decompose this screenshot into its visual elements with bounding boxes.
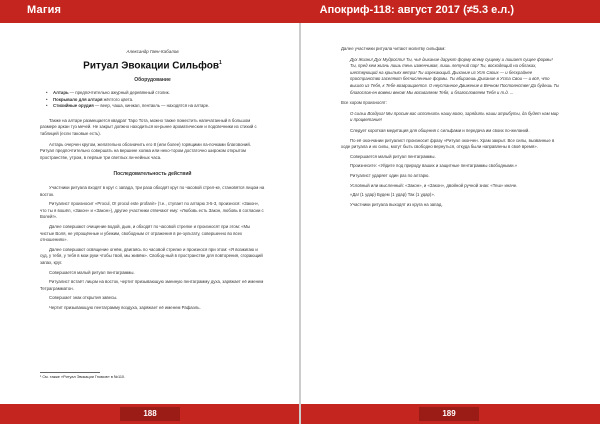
right-page: [301, 23, 600, 424]
paragraph: Далее участники ритуала читают молитву сильфам:: [341, 46, 446, 51]
paragraph: «Да! (1 удар) Будем (1 удар) Так (1 удар)».: [350, 192, 435, 198]
item-term: Стихийные орудия: [53, 103, 94, 109]
item-text: — веер, чаша, кинжал, пентакль — находятся на алтаре.: [93, 103, 210, 109]
item-term: Покрывало для алтаря: [53, 96, 103, 102]
paragraph: Ритуалист ударяет один раз по алтарю.: [350, 172, 430, 178]
page-number: 188: [120, 407, 180, 421]
list-item: [46, 90, 265, 97]
paragraph: Участники ритуала выходят из круга на запад.: [350, 201, 443, 207]
equipment-list: [46, 90, 265, 110]
page-number: 189: [419, 407, 479, 421]
paragraph: По её окончании ритуалист произносит фразу «Ритуал окончен. Храм закрыт. Все силы, вызванные в ходе ритуала и их силы, могут быть свободно вернуться, откуда были направлены в своё время».: [341, 137, 555, 150]
paragraph: Алтарь очерчен кругом, желательно обозначить его 8 (или более) горящими ла-почками благовоний. Ритуал предпочтительно совершать на вершине холма или неко-тором достаточно широком открытом пространстве, утром, в первые три светлых ли-нейных часа.: [40, 141, 251, 160]
paragraph: Ритуалист произносит «Procul, O! procul este profani!» (т.е., ступает по алтарю 3-5-3, произнося: «Закон», что ты я вошёл, «Закон» и «Закон»), другие участники отвечают ему: «Любовь есть Закон, любовь в согласии с Волей!».: [40, 201, 264, 220]
footnote-text: ¹ См. также «Ритуал Эвокации Гномов» в №110.: [40, 375, 126, 379]
author: Александр Гвен-Кабалов: [126, 49, 179, 54]
actions-heading: Последовательность действий: [113, 171, 192, 178]
paragraph: Совершается малый ритуал пентаграммы.: [350, 153, 436, 159]
item-text: жёлтого цвета.: [102, 96, 134, 102]
article-title: [40, 60, 265, 70]
paragraph: Все хором произносят:: [341, 100, 387, 106]
equipment-heading: Оборудование: [134, 76, 171, 83]
paragraph: Участники ритуала входят в круг с запада, три раза обходят круг по часовой стрел-ке, становятся лицом на восток.: [40, 185, 265, 197]
paragraph: Совершает знак открытия завесы.: [49, 295, 118, 301]
chorus-text: О сильи Воздуха! Мы просим вас исполнить нашу волю, зарядить наши атрибуты, да будет нам мир и процветание!: [350, 110, 559, 123]
left-page: [0, 23, 299, 424]
list-item: [46, 103, 265, 110]
paragraph: Произнесите: «Уйдите под природу ваших и защитные пентаграммы свободными.»: [350, 163, 518, 169]
paragraph: Следует короткая медитация для общения с сильфами и передача им своих по-желаний.: [350, 127, 530, 133]
title-text: Ритуал Эвокации Сильфов: [83, 59, 220, 71]
list-item: [46, 97, 265, 104]
paragraph: Совершается малый ритуал пентаграммы.: [49, 269, 135, 275]
title-footnote-ref: 1: [219, 59, 222, 66]
issue-title: Апокриф-118: август 2017 (≠5.3 е.л.): [319, 4, 514, 16]
paragraph: Также на алтаре размещается квадрат Таро Тота, можно также поместить напечатанный в большом размере аркан туз мечей. Не закрыт должно находиться ки-рьнее ароматические и подсвечники из стихий с таблицей (если таковые есть).: [40, 117, 257, 137]
paragraph: Далее совершают освящение огнём, двигаясь по часовой стрелке и произнося при этом: «Я возжигаю и суд, у тебя, у тебя в мои руки чтобы твой, мы живём». Свобод-ный в пространстве для повторения, сгорающий запах, круг.: [40, 246, 263, 265]
footnote: [40, 372, 126, 380]
section-title: Магия: [27, 4, 62, 16]
item-text: — предпочтительно ажурный деревянный столик.: [68, 90, 170, 96]
paragraph: Ритуалист встаёт лицом на восток, чертит призывающую змеиную пентаграмму духа, заряжает её именем Тетраграмматон.: [40, 279, 264, 291]
paragraph: Условный или мысленный: «Закон», и «Закон», двойной ручной знак: «Теш» иначе.: [350, 182, 518, 188]
paragraph: Далее совершают очищение водой, дым, и обходят по часовой стрелке и произносят при этом: «Мы чистые Воля, не упрощённые и убежим, свободным от отражения в ре-зультату, совершенно во всех отношениях».: [40, 224, 251, 243]
left-content: [40, 49, 265, 315]
prayer-text: Дух Жизни! Дух Мудрости! Ты, чьё дыхание даруют форму всему сущему и лишает сущее формы! Ты, пред кем жизнь лишь тень изменчивая, лишь летучий пар! Ты, восходящий на облаках, шествующий на крыльях ветра! Ты изрекающий. Дыхание из Уст Своих — и бескрайнее пространство заселяют бесчисленные формы. Ты вбираешь Дыхание в Уста Свои — и всё, что вышло из Тебя, к Тебе возвращается. О неустанное Движение в Вечном Постоянстве! Да будешь Ты благослов-ен вовеки веков! Мы восхваляем Тебя, и благословляем Тебя и т.д. ...: [350, 56, 560, 95]
header-bar: [0, 0, 600, 23]
item-term: Алтарь: [53, 90, 69, 96]
paragraph: Чертит призывающую пентаграмму воздуха, заряжает её именем Рафаэль.: [49, 304, 201, 310]
right-content: [341, 46, 562, 211]
